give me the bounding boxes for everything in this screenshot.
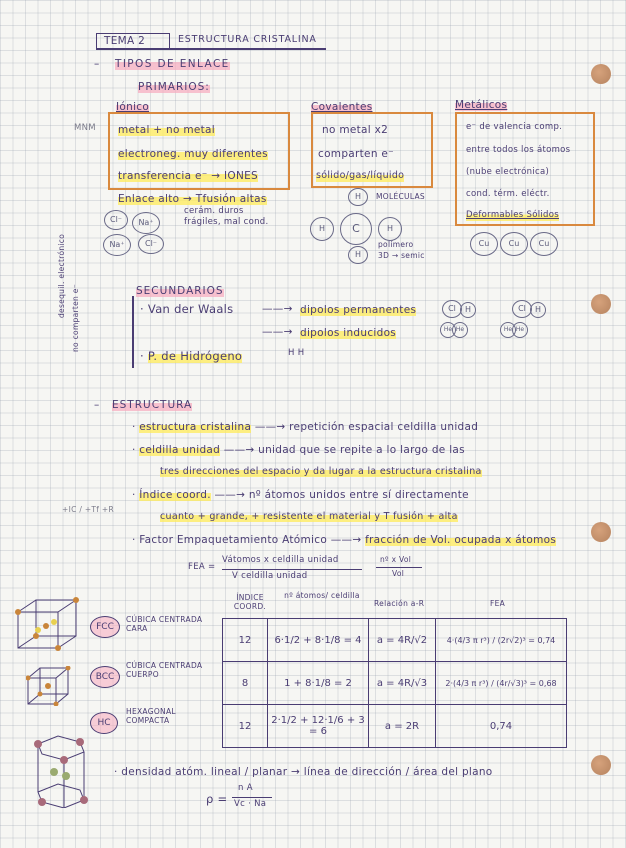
tipos-heading: TIPOS DE ENLACE: [115, 58, 230, 70]
cell-fea: 4·(4/3 π r³) / (2r√2)³ = 0,74: [436, 619, 567, 662]
atom-circle: C: [340, 213, 372, 245]
fraction-bar: [222, 569, 362, 570]
header-rel: Relación a-R: [374, 599, 425, 608]
metalicos-label: Metálicos: [455, 99, 508, 111]
cu-circle: Cu: [500, 232, 528, 256]
fea-label: FEA =: [188, 562, 216, 572]
dash: –: [94, 58, 100, 70]
he-atom: He: [440, 322, 456, 338]
table-row: [223, 662, 567, 705]
rho-num: n A: [238, 783, 253, 793]
hc-hexagon-sketch: [28, 734, 94, 808]
cl-atom: Cl: [442, 300, 462, 318]
ion-circle: Na⁺: [103, 234, 131, 256]
metalicos-line: cond. térm. eléctr.: [466, 189, 550, 199]
atom-circle: H: [348, 246, 368, 264]
he-atom: He: [500, 322, 516, 338]
estructura-item-cont: [160, 512, 458, 523]
h-atom: H: [530, 302, 546, 318]
densidad-line: · densidad atóm. lineal / planar → línea de dirección / área del plano: [114, 766, 493, 778]
cell-atoms: 2·1/2 + 12·1/6 + 3 = 6: [268, 705, 369, 748]
covalentes-line: comparten e⁻: [318, 148, 395, 160]
atom-circle: H: [378, 217, 402, 241]
h-atom: H: [460, 302, 476, 318]
fraction-bar: [232, 797, 272, 798]
cl-atom: Cl: [512, 300, 532, 318]
header-atoms: nº átomos/ celdilla: [284, 591, 360, 600]
dash: –: [94, 399, 100, 411]
arrow: ——→: [262, 303, 293, 315]
punch-hole: [591, 755, 611, 775]
dipolo-permanente: dipolos permanentes: [300, 304, 417, 316]
covalentes-line: sólido/gas/líquido: [316, 170, 405, 181]
estructura-item: · Factor Empaquetamiento Atómico ——→ fracción de Vol. ocupada x átomos: [132, 534, 557, 546]
cell-atoms: 1 + 8·1/8 = 2: [268, 662, 369, 705]
term: estructura cristalina: [139, 421, 252, 433]
ionico-prop: cerám. duros: [184, 206, 244, 216]
page-title: ESTRUCTURA CRISTALINA: [178, 34, 317, 45]
desc: nº átomos unidos entre sí directamente: [248, 489, 469, 501]
covalentes-label: Covalentes: [311, 101, 373, 113]
atom-circle: H: [310, 217, 334, 241]
cell-rel: a = 4R/√3: [369, 662, 436, 705]
he-atom: He: [452, 322, 468, 338]
fea-num: Vátomos x celdilla unidad: [222, 555, 339, 565]
structures-table: [222, 618, 567, 748]
cell-ic: 12: [223, 705, 268, 748]
cell-rel: a = 2R: [369, 705, 436, 748]
secundarios-heading: SECUNDARIOS: [136, 285, 224, 297]
side-note-ic: +IC / +Tf +R: [62, 505, 115, 514]
fea-den: V celdilla unidad: [232, 571, 308, 581]
metalicos-line: e⁻ de valencia comp.: [466, 122, 563, 132]
bracket: [132, 296, 134, 368]
p-hidrogeno: P. de Hidrógeno: [147, 349, 243, 363]
fcc-tag: FCC: [90, 616, 120, 638]
cell-ic: 8: [223, 662, 268, 705]
ionico-line: metal + no metal: [118, 124, 216, 136]
cell-fea: 0,74: [436, 705, 567, 748]
semic-label: 3D → semic: [378, 251, 425, 260]
cell-fea: 2·(4/3 π r³) / (4r/√3)³ = 0,68: [436, 662, 567, 705]
fea-den2: Vol: [392, 569, 405, 578]
van-der-waals: Van der Waals: [147, 302, 234, 316]
punch-hole: [591, 64, 611, 84]
metalicos-line: Deformables Sólidos: [466, 210, 559, 220]
metalicos-line: (nube electrónica): [466, 167, 550, 177]
title-underline: [96, 48, 326, 50]
table-row: [223, 619, 567, 662]
ion-circle: Na⁺: [132, 212, 160, 234]
covalentes-line: no metal x2: [322, 124, 389, 136]
hh-label: H H: [288, 348, 305, 358]
ionico-label: Iónico: [116, 101, 150, 113]
he-atom: He: [512, 322, 528, 338]
bcc-cube-sketch: [26, 666, 74, 706]
table-row: [223, 705, 567, 748]
punch-hole: [591, 522, 611, 542]
rho-den: Vc · Na: [234, 799, 267, 809]
punch-hole: [591, 294, 611, 314]
moleculas-label: MOLÉCULAS: [376, 192, 425, 201]
hc-tag: HC: [90, 712, 118, 734]
estructura-item: · Índice coord. ——→ nº átomos unidos entre sí directamente: [132, 489, 469, 501]
fcc-cube-sketch: [14, 596, 84, 652]
side-note-mnm: MNM: [74, 123, 96, 133]
dipolo-inducido: dipolos inducidos: [300, 327, 397, 339]
term: Factor Empaquetamiento Atómico: [139, 534, 328, 546]
estructura-item-cont: [160, 467, 482, 478]
densidad-text: densidad atóm. lineal / planar → línea de dirección / área del plano: [121, 766, 493, 778]
polimero-label: polímero: [378, 240, 414, 249]
ion-circle: Cl⁻: [104, 210, 128, 230]
desc2: tres direcciones del espacio y da lugar a la estructura cristalina: [160, 466, 482, 477]
desc: unidad que se repite a lo largo de las: [258, 444, 465, 456]
cu-circle: Cu: [470, 232, 498, 256]
bcc-name: CÚBICA CENTRADA CUERPO: [126, 661, 203, 679]
desc2: cuanto + grande, + resistente el material y T fusión + alta: [160, 511, 458, 522]
ionico-enlace: Enlace alto → Tfusión altas: [118, 193, 267, 205]
fraction-bar: [376, 567, 422, 568]
ionico-line: transferencia e⁻ → IONES: [118, 170, 259, 182]
secundarios-item: · Van der Waals: [140, 302, 234, 316]
secundarios-side-label: desequil. electrónico: [57, 233, 66, 318]
header-fea: FEA: [490, 599, 506, 608]
metalicos-line: entre todos los átomos: [466, 145, 571, 155]
estructura-item: · estructura cristalina ——→ repetición espacial celdilla unidad: [132, 421, 479, 433]
cell-atoms: 6·1/2 + 8·1/8 = 4: [268, 619, 369, 662]
fea-num2: nº x Vol: [380, 555, 412, 564]
header-ic: ÍNDICE COORD.: [233, 593, 267, 611]
estructura-heading: ESTRUCTURA: [112, 399, 193, 411]
desc: fracción de Vol. ocupada x átomos: [365, 534, 557, 546]
cell-rel: a = 4R/√2: [369, 619, 436, 662]
term: Índice coord.: [139, 489, 211, 501]
primarios-heading: PRIMARIOS:: [138, 81, 210, 93]
cu-circle: Cu: [530, 232, 558, 256]
secundarios-side-label: no comparten e⁻: [71, 284, 80, 352]
tema-label: TEMA 2: [104, 35, 146, 47]
estructura-item: · celdilla unidad ——→ unidad que se repite a lo largo de las: [132, 444, 465, 456]
desc: repetición espacial celdilla unidad: [289, 421, 479, 433]
term: celdilla unidad: [139, 444, 221, 456]
hc-name: HEXAGONAL COMPACTA: [126, 707, 176, 725]
ion-circle: Cl⁻: [138, 234, 164, 254]
arrow: ——→: [262, 326, 293, 338]
ionico-prop: frágiles, mal cond.: [184, 217, 269, 227]
rho-lhs: ρ =: [206, 792, 228, 806]
secundarios-item: · P. de Hidrógeno: [140, 349, 243, 363]
fcc-name: CÚBICA CENTRADA CARA: [126, 615, 203, 633]
ionico-line: electroneg. muy diferentes: [118, 148, 268, 160]
cell-ic: 12: [223, 619, 268, 662]
bcc-tag: BCC: [90, 666, 120, 688]
atom-circle: H: [348, 188, 368, 206]
